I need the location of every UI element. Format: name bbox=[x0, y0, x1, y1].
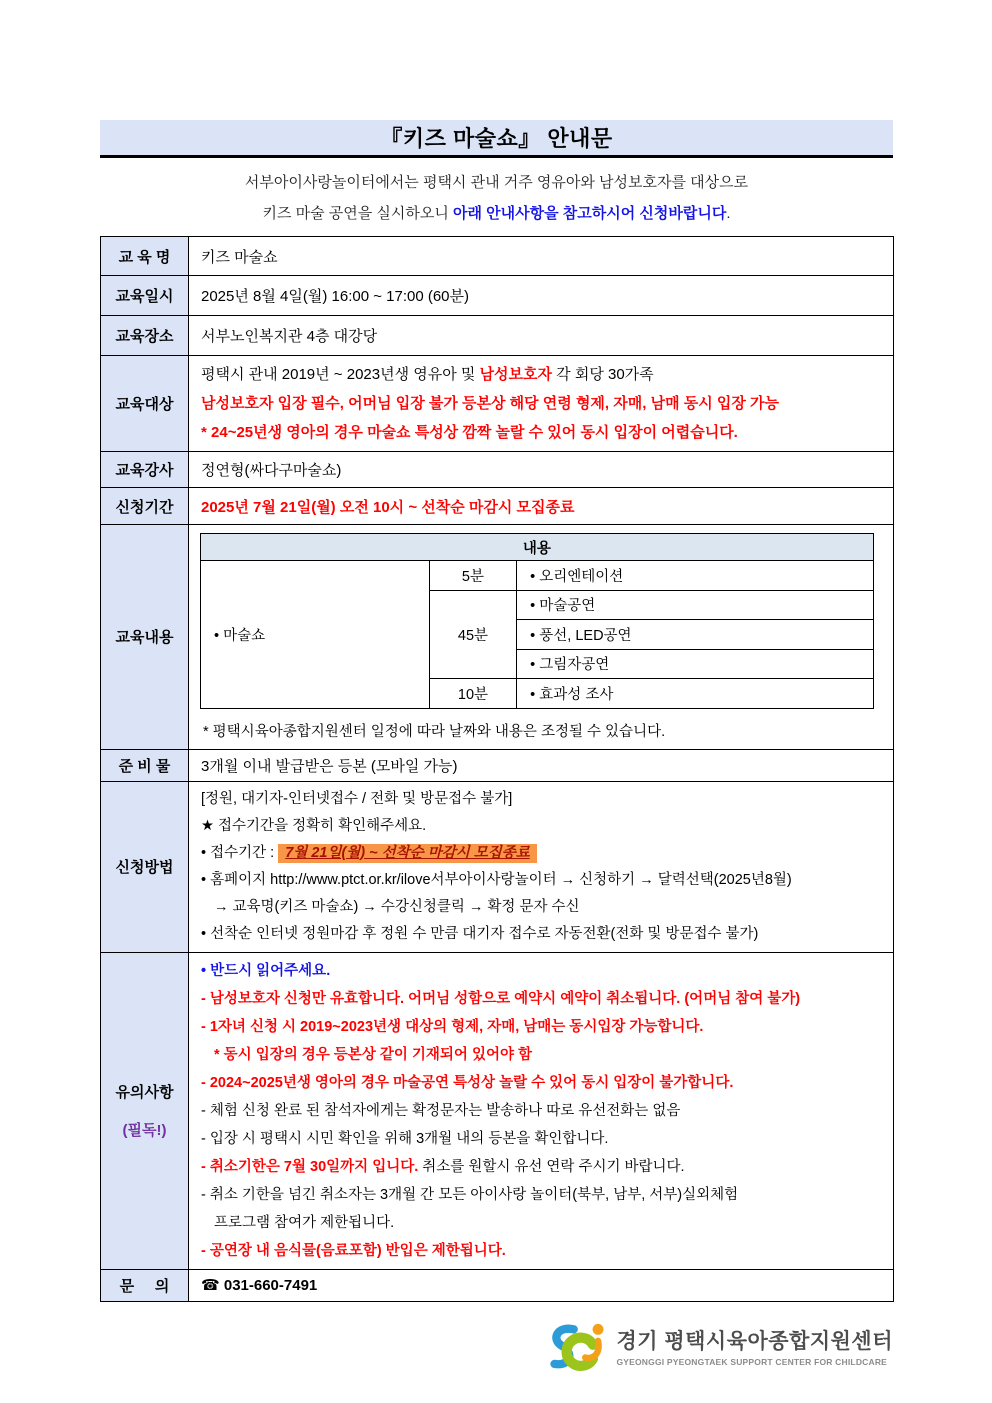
schedule-item: • 그림자공연 bbox=[517, 649, 874, 679]
notes-line: - 체험 신청 완료 된 참석자에게는 확정문자는 발송하나 따로 유선전화는 없음 bbox=[201, 1102, 681, 1119]
notes-required-label: (필독!) bbox=[122, 1122, 167, 1139]
intro-paragraph bbox=[100, 167, 893, 229]
notes-line: - 남성보호자 신청만 유효합니다. 어머님 성함으로 예약시 예약이 취소됩니다. (어머님 참여 불가) bbox=[201, 990, 801, 1007]
document-page bbox=[100, 120, 893, 1374]
notes-value bbox=[189, 952, 894, 1269]
notes-label-cell bbox=[101, 952, 189, 1269]
row-contact bbox=[101, 1269, 894, 1301]
contact-phone: ☎ 031-660-7491 bbox=[189, 1269, 894, 1301]
apply-method-line-3: • 접수기간 : 7월 21일(월) ~ 선착순 마감시 모집종료 bbox=[201, 840, 881, 867]
row-edu-target bbox=[101, 356, 894, 452]
notes-line: - 공연장 내 음식물(음료포함) 반입은 제한됩니다. bbox=[201, 1242, 506, 1259]
notes-line: - 취소 기한을 넘긴 취소자는 3개월 간 모든 아이사랑 놀이터(북부, 남부, 서부)실외체험 bbox=[201, 1186, 739, 1203]
row-edu-instructor bbox=[101, 452, 894, 488]
edu-target-label: 교육대상 bbox=[101, 356, 189, 452]
edu-datetime-label: 교육일시 bbox=[101, 276, 189, 316]
schedule-header: 내용 bbox=[201, 534, 874, 561]
apply-method-line-5: → 교육명(키즈 마술쇼) → 수강신청클릭 → 확정 문자 수신 bbox=[214, 898, 580, 915]
apply-period-highlight: 7월 21일(월) ~ 선착순 마감시 모집종료 bbox=[278, 844, 537, 863]
edu-target-line-2: 남성보호자 입장 필수, 어머님 입장 불가 등본상 해당 연령 형제, 자매, 남매 동시 입장 가능 bbox=[201, 395, 780, 412]
row-notes bbox=[101, 952, 894, 1269]
row-edu-place bbox=[101, 316, 894, 356]
edu-instructor-label: 교육강사 bbox=[101, 452, 189, 488]
row-edu-datetime bbox=[101, 276, 894, 316]
center-logo-text bbox=[616, 1325, 893, 1367]
apply-method-line-2: ★ 접수기간을 정확히 확인해주세요. bbox=[201, 817, 427, 834]
edu-content-label: 교육내용 bbox=[101, 525, 189, 750]
notes-label: 유의사항 bbox=[115, 1084, 174, 1101]
notes-line: - 입장 시 평택시 시민 확인을 위해 3개월 내의 등본을 확인합니다. bbox=[201, 1130, 609, 1147]
edu-datetime-value: 2025년 8월 4일(월) 16:00 ~ 17:00 (60분) bbox=[189, 276, 894, 316]
schedule-activity: • 마술쇼 bbox=[201, 561, 430, 709]
schedule-row bbox=[201, 561, 874, 591]
row-apply-period bbox=[101, 488, 894, 525]
notes-line: * 동시 입장의 경우 등본상 같이 기재되어 있어야 함 bbox=[214, 1046, 533, 1063]
notes-line: - 취소기한은 7월 30일까지 입니다. 취소를 원할시 유선 연락 주시기 바랍니다. bbox=[201, 1158, 685, 1175]
edu-target-line-1: 평택시 관내 2019년 ~ 2023년생 영유아 및 남성보호자 각 회당 30가족 bbox=[201, 366, 654, 383]
footer-logo bbox=[100, 1318, 893, 1374]
materials-label: 준 비 물 bbox=[101, 749, 189, 781]
edu-content-value bbox=[189, 525, 894, 750]
schedule-duration: 45분 bbox=[429, 590, 516, 679]
schedule-duration: 10분 bbox=[429, 679, 516, 709]
notes-line: - 1자녀 신청 시 2019~2023년생 대상의 형제, 자매, 남매는 동시입장 가능합니다. bbox=[201, 1018, 704, 1035]
apply-period-value: 2025년 7월 21일(월) 오전 10시 ~ 선착순 마감시 모집종료 bbox=[189, 488, 894, 525]
apply-method-line-4: • 홈페이지 http://www.ptct.or.kr/ilove서부아이사랑놀이터 → 신청하기 → 달력선택(2025년8월) bbox=[201, 871, 792, 888]
apply-method-line-1: [정원, 대기자-인터넷접수 / 전화 및 방문접수 불가] bbox=[201, 790, 513, 807]
edu-target-value bbox=[189, 356, 894, 452]
center-name-korean: 경기 평택시육아종합지원센터 bbox=[616, 1329, 893, 1353]
materials-value: 3개월 이내 발급받은 등본 (모바일 가능) bbox=[189, 749, 894, 781]
schedule-item: • 마술공연 bbox=[517, 590, 874, 620]
intro-line-2: 키즈 마술 공연을 실시하오니 아래 안내사항을 참고하시어 신청바랍니다. bbox=[262, 205, 731, 222]
notes-line: - 2024~2025년생 영아의 경우 마술공연 특성상 놀랄 수 있어 동시 입장이 불가합니다. bbox=[201, 1074, 734, 1091]
edu-place-value: 서부노인복지관 4층 대강당 bbox=[189, 316, 894, 356]
edu-name-value: 키즈 마술쇼 bbox=[189, 237, 894, 276]
apply-period-label: 신청기간 bbox=[101, 488, 189, 525]
apply-method-value bbox=[189, 781, 894, 952]
schedule-item: • 풍선, LED공연 bbox=[517, 620, 874, 650]
apply-method-label: 신청방법 bbox=[101, 781, 189, 952]
row-edu-name bbox=[101, 237, 894, 276]
apply-method-line-6: • 선착순 인터넷 정원마감 후 정원 수 만큼 대기자 접수로 자동전환(전화 및 방문접수 불가) bbox=[201, 925, 759, 942]
row-materials bbox=[101, 749, 894, 781]
notes-head: • 반드시 읽어주세요. bbox=[201, 962, 331, 979]
notes-line: 프로그램 참여가 제한됩니다. bbox=[214, 1214, 395, 1231]
schedule-table bbox=[200, 533, 874, 709]
edu-instructor-value: 정연형(싸다구마술쇼) bbox=[189, 452, 894, 488]
center-name-english: GYEONGGI PYEONGTAEK SUPPORT CENTER FOR CHILDCARE bbox=[616, 1356, 888, 1367]
schedule-item: • 효과성 조사 bbox=[517, 679, 874, 709]
row-edu-content bbox=[101, 525, 894, 750]
info-table bbox=[100, 236, 894, 1302]
edu-name-label: 교 육 명 bbox=[101, 237, 189, 276]
schedule-item: • 오리엔테이션 bbox=[517, 561, 874, 591]
contact-label: 문 의 bbox=[101, 1269, 189, 1301]
document-title-bar bbox=[100, 120, 893, 158]
schedule-duration: 5분 bbox=[429, 561, 516, 591]
intro-highlight-text: 아래 안내사항을 참고하시어 신청바랍니다 bbox=[453, 205, 727, 222]
schedule-header-row bbox=[201, 534, 874, 561]
page-title: 『키즈 마술쇼』 안내문 bbox=[380, 126, 613, 151]
edu-place-label: 교육장소 bbox=[101, 316, 189, 356]
edu-target-line-3: * 24~25년생 영아의 경우 마술쇼 특성상 깜짝 놀랄 수 있어 동시 입장이 어렵습니다. bbox=[201, 424, 738, 441]
edu-content-note: * 평택시육아종합지원센터 일정에 따라 날짜와 내용은 조정될 수 있습니다. bbox=[203, 723, 666, 740]
center-logo-icon bbox=[543, 1318, 607, 1374]
intro-line-1: 서부아이사랑놀이터에서는 평택시 관내 거주 영유아와 남성보호자를 대상으로 bbox=[244, 174, 749, 191]
row-apply-method bbox=[101, 781, 894, 952]
